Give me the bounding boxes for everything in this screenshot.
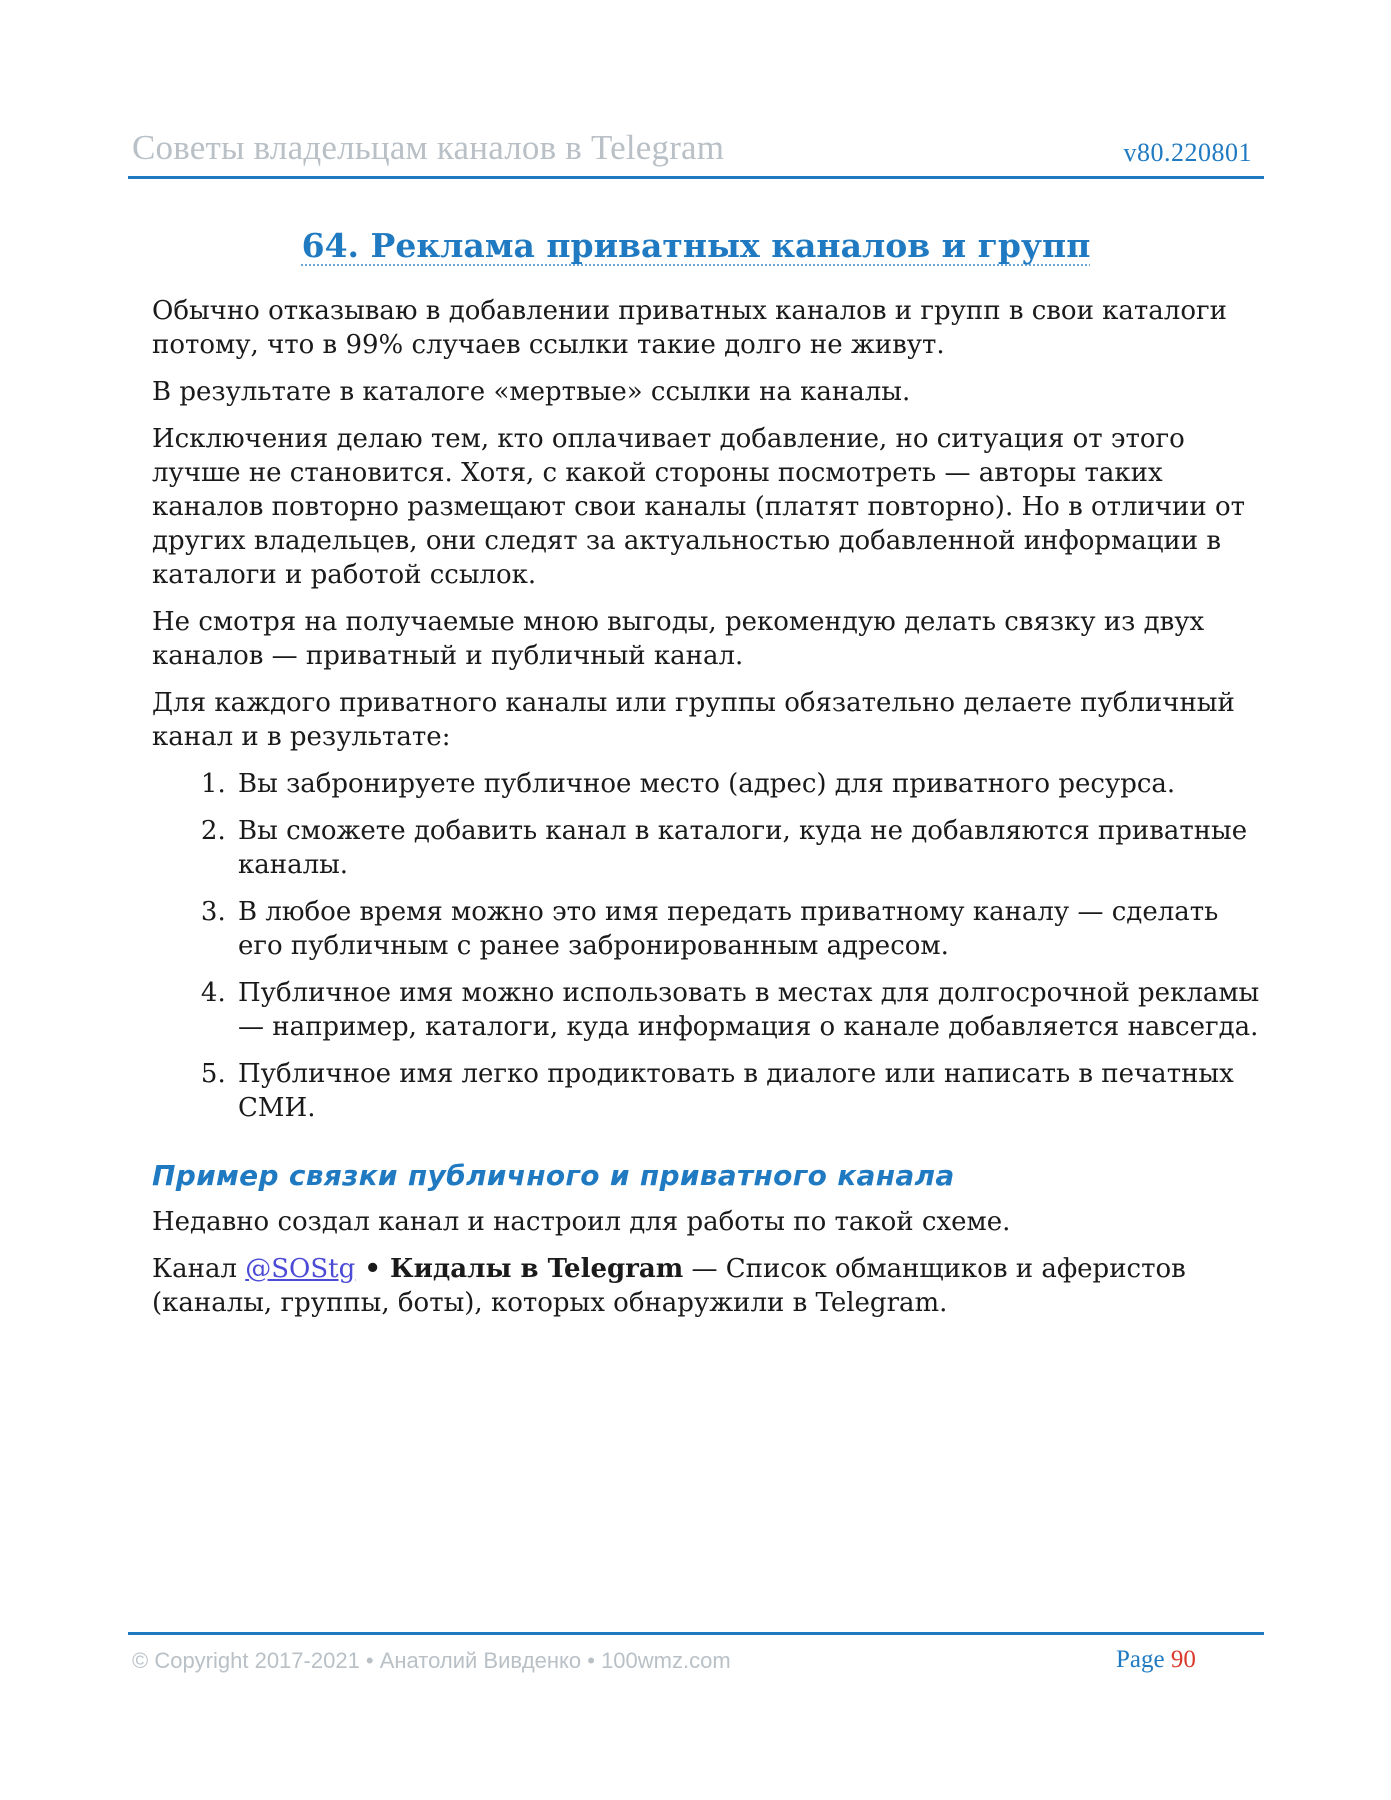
- paragraph-5: Для каждого приватного каналы или группы обязательно делаете публичный канал и в результате:: [152, 688, 1235, 752]
- section-title[interactable]: 64. Реклама приватных каналов и групп: [301, 226, 1091, 265]
- bullet-separator: •: [355, 1254, 390, 1284]
- page-indicator: [1116, 1646, 1196, 1674]
- list-item: 2. Вы сможете добавить канал в каталоги, куда не добавляются приватные каналы.: [234, 814, 1264, 882]
- paragraph-1: Обычно отказываю в добавлении приватных каналов и групп в свои каталоги потому, что в 99% случаев ссылки такие долго не живут.: [152, 296, 1227, 360]
- list-item: 5. Публичное имя легко продиктовать в диалоге или написать в печатных СМИ.: [234, 1057, 1264, 1125]
- paragraph-4: Не смотря на получаемые мною выгоды, рекомендую делать связку из двух каналов — приватный и публичный канал.: [152, 607, 1205, 671]
- example-paragraph: [152, 1252, 1264, 1320]
- page-number: 90: [1170, 1646, 1196, 1673]
- example-intro: Недавно создал канал и настроил для работы по такой схеме.: [152, 1207, 1011, 1237]
- example-subheading: Пример связки публичного и приватного канала: [152, 1159, 955, 1192]
- document-title: Советы владельцам каналов в Telegram: [132, 128, 725, 167]
- paragraph-2: В результате в каталоге «мертвые» ссылки на каналы.: [152, 377, 911, 407]
- benefits-list: [152, 767, 1264, 1125]
- list-item: 1. Вы забронируете публичное место (адрес) для приватного ресурса.: [234, 767, 1264, 801]
- example-prefix: Канал: [152, 1254, 246, 1284]
- page-content: [152, 294, 1264, 1333]
- list-item: 4. Публичное имя можно использовать в местах для долгосрочной рекламы — например, каталоги, куда информация о канале добавляется навсегда.: [234, 976, 1264, 1044]
- channel-name: Кидалы в Telegram: [390, 1254, 684, 1284]
- document-version: v80.220801: [1123, 138, 1252, 167]
- list-item: 3. В любое время можно это имя передать приватному каналу — сделать его публичным с ранее забронированным адресом.: [234, 895, 1264, 963]
- page-footer: [128, 1632, 1264, 1695]
- channel-description: — Список обманщиков и аферистов (каналы, группы, боты), которых обнаружили в Telegram.: [152, 1254, 1186, 1318]
- page-header: [128, 128, 1264, 179]
- copyright-text: © Copyright 2017-2021 • Анатолий Вивденко • 100wmz.com: [132, 1648, 731, 1673]
- channel-link[interactable]: @SOStg: [245, 1254, 356, 1284]
- page-label: Page: [1116, 1646, 1165, 1673]
- paragraph-3: Исключения делаю тем, кто оплачивает добавление, но ситуация от этого лучше не становится. Хотя, с какой стороны посмотреть — авторы таких каналов повторно размещают свои каналы (платят повторно). Но в отличии от других владельцев, они следят за актуальностью добавленной информации в каталоги и работой ссылок.: [152, 424, 1246, 590]
